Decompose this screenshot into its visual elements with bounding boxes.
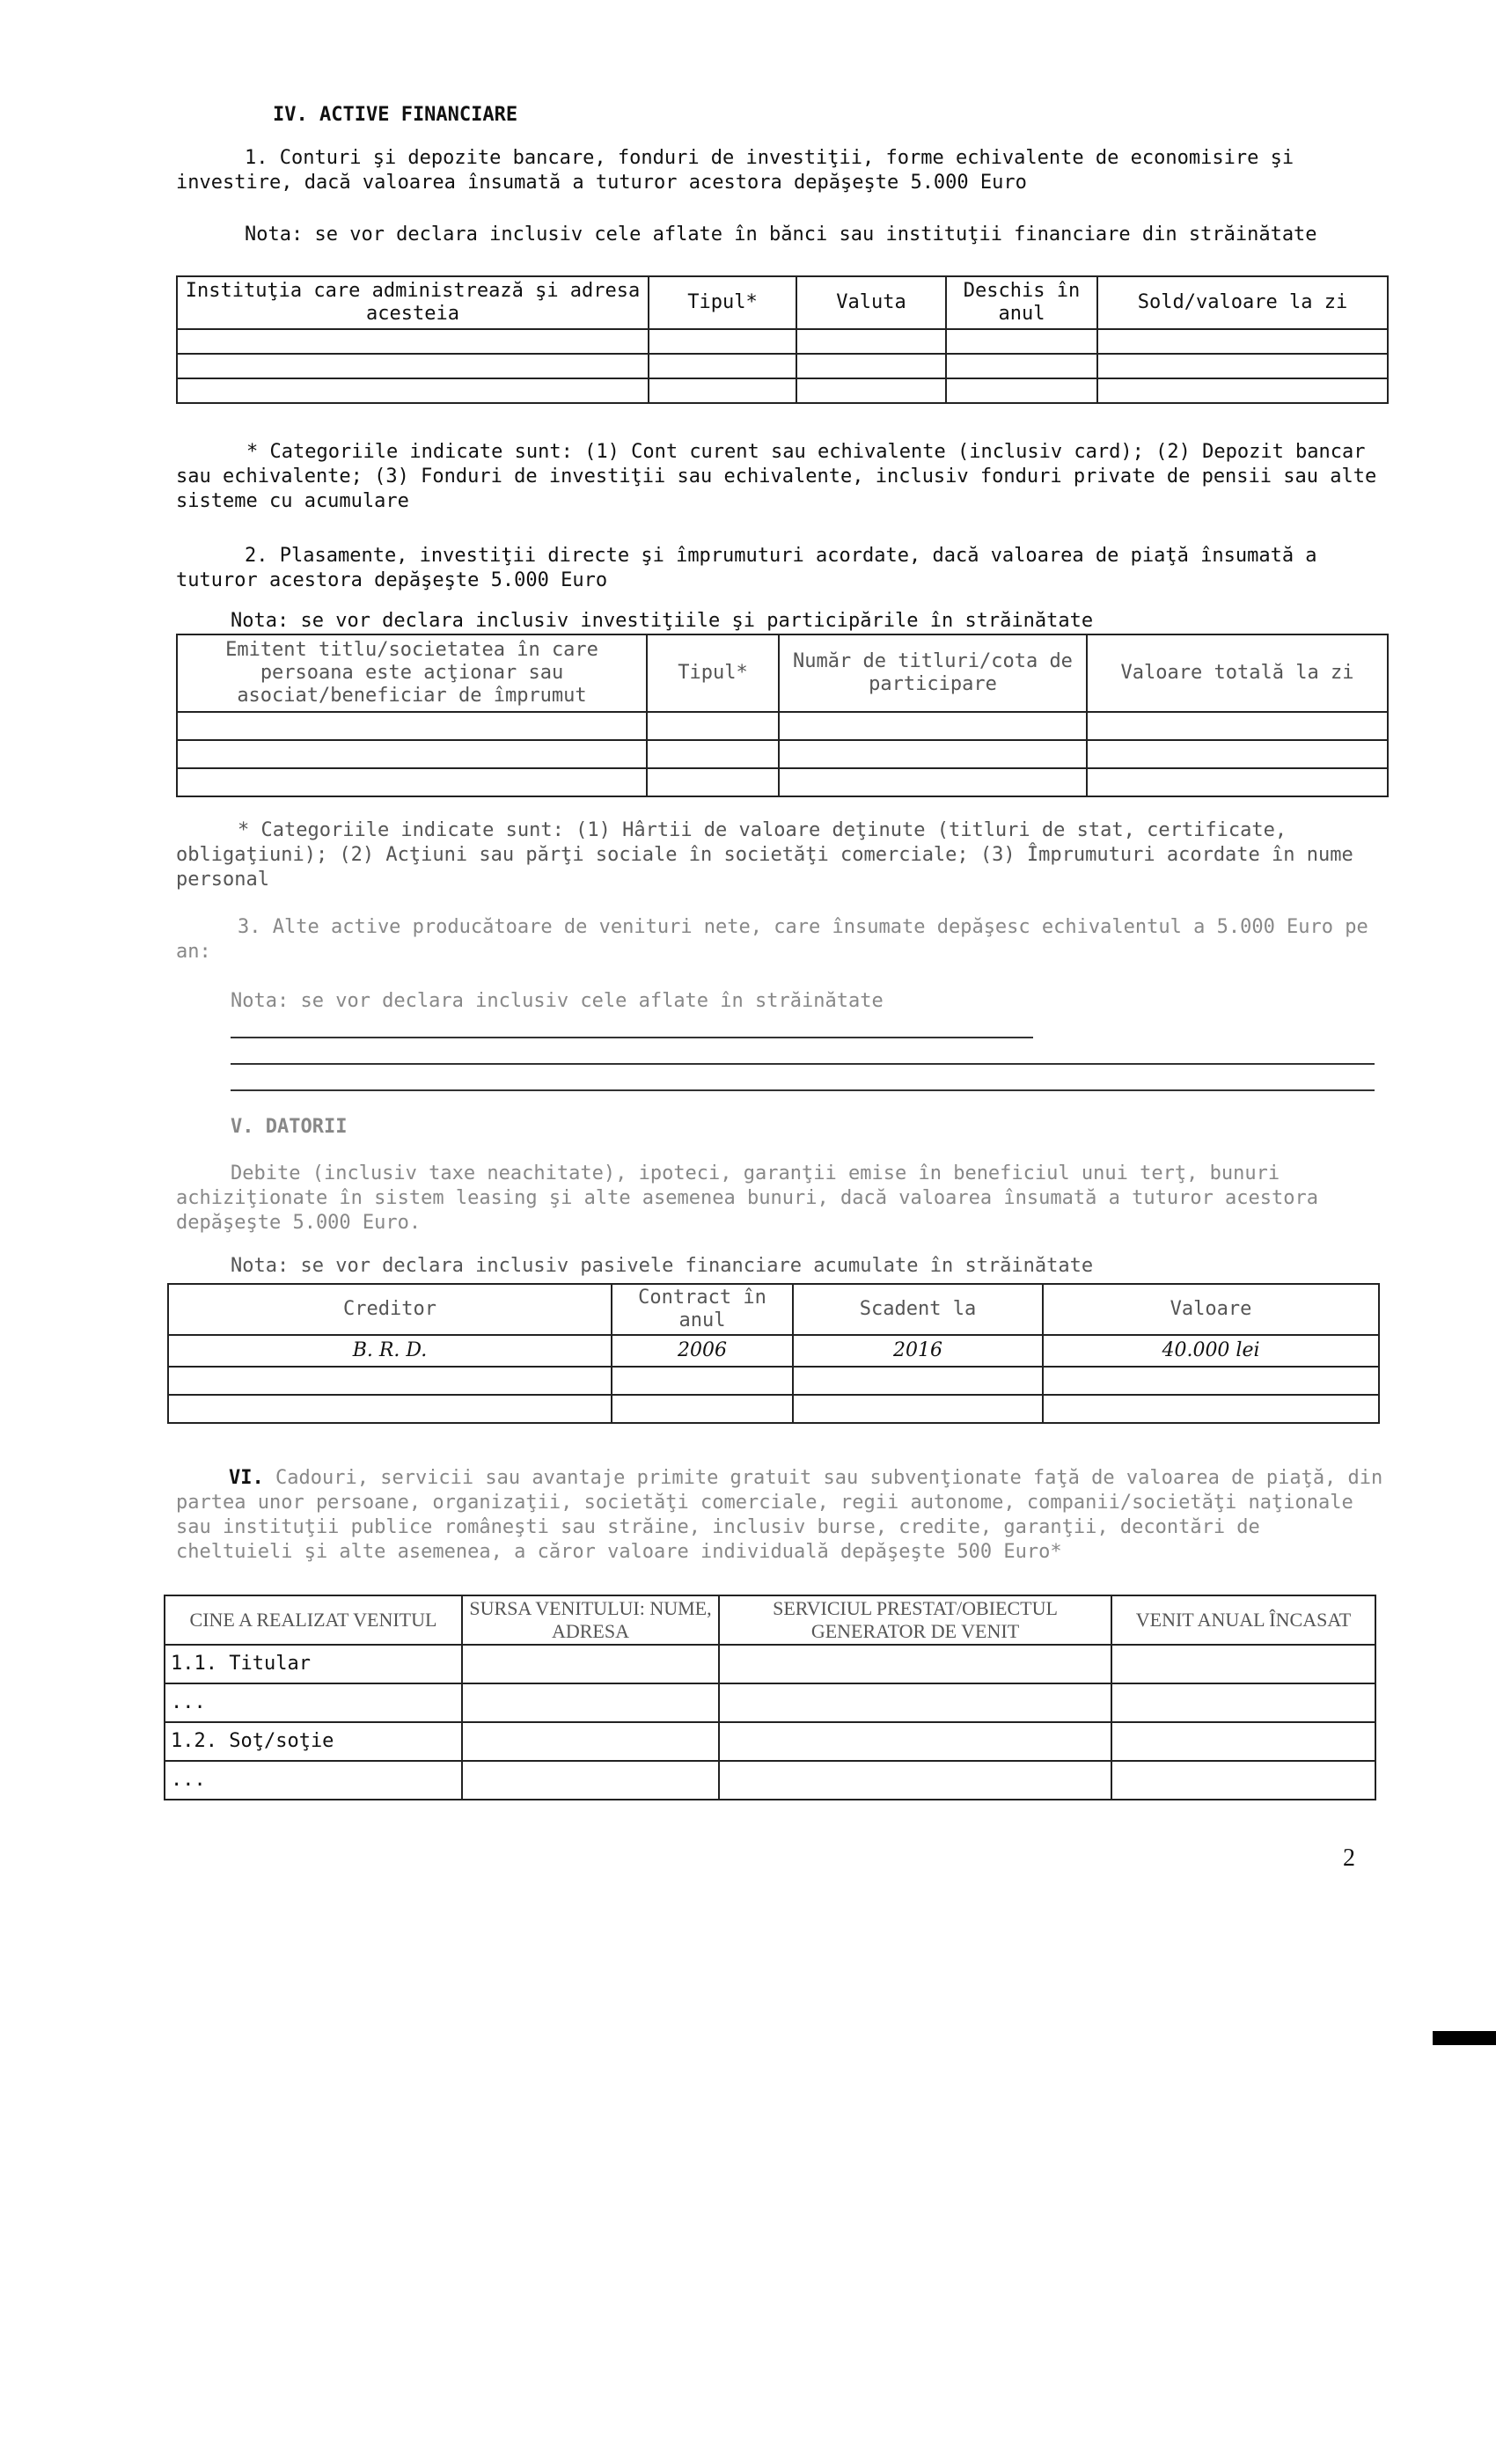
section-4-title: IV. ACTIVE FINANCIARE [273,104,518,126]
scan-mark [1433,2031,1496,2045]
col-header-issuer: Emitent titlu/societatea în care persoana este acţionar sau asociat/beneficiar de împrumut [177,634,647,712]
table-row [165,1683,1375,1722]
section-6-title: VI. [229,1467,264,1489]
col-header-type: Tipul* [649,276,796,329]
item-1-footnote: * Categoriile indicate sunt: (1) Cont curent sau echivalente (inclusiv card); (2) Depozit bancar sau echivalente; (3) Fonduri de investiţii sau echivalente, inclusiv fonduri private de pensii sau alte sisteme cu acumulare [176,441,1389,512]
debt-value: 40.000 lei [1043,1335,1379,1367]
col-header-shares: Număr de titluri/cota de participare [779,634,1087,712]
col-header-type: Tipul* [647,634,779,712]
section-5-note: Nota: se vor declara inclusiv pasivele financiare acumulate în străinătate [231,1255,1094,1277]
section-5-text: Debite (inclusiv taxe neachitate), ipoteci, garanţii emise în beneficiul unui terţ, bunuri achiziţionate în sistem leasing şi alte asemenea bunuri, dacă valoarea însumată a tuturor acestora depăşeşte 5.000 Euro. [176,1162,1331,1234]
col-header-creditor: Creditor [168,1284,612,1335]
row-label: ... [165,1683,462,1722]
table-row [177,712,1388,740]
table-row [177,329,1388,354]
bank-accounts-table [176,275,1389,404]
table-row [168,1395,1379,1423]
col-header-total-value: Valoare totală la zi [1087,634,1388,712]
debt-due-year: 2016 [793,1335,1043,1367]
table-row [177,354,1388,378]
col-header-source: SURSA VENITULUI: NUME, ADRESA [462,1595,719,1645]
page-number: 2 [1343,1844,1355,1872]
item-2-footnote: * Categoriile indicate sunt: (1) Hârtii de valoare deţinute (titluri de stat, certificate, obligaţiuni); (2) Acţiuni sau părţi sociale în societăţi comerciale; (3) Împrumuturi acordate în nume personal [176,819,1366,891]
blank-line [231,1063,1375,1065]
col-header-currency: Valuta [796,276,946,329]
table-row [177,378,1388,403]
item-3-note: Nota: se vor declara inclusiv cele aflate în străinătate [231,990,884,1012]
investments-table [176,634,1389,797]
col-header-balance: Sold/valoare la zi [1097,276,1388,329]
col-header-service: SERVICIUL PRESTAT/OBIECTUL GENERATOR DE VENIT [719,1595,1111,1645]
blank-line [231,1089,1375,1091]
row-label: 1.2. Soţ/soţie [165,1722,462,1761]
item-2-note: Nota: se vor declara inclusiv investiţiile şi participările în străinătate [231,610,1094,632]
section-6-text [176,1466,1395,1565]
table-row [177,740,1388,768]
gifts-table [164,1595,1376,1800]
table-row [165,1761,1375,1800]
col-header-who: CINE A REALIZAT VENITUL [165,1595,462,1645]
col-header-value: Valoare [1043,1284,1379,1335]
col-header-due: Scadent la [793,1284,1043,1335]
row-label: 1.1. Titular [165,1645,462,1683]
item-1-text: 1. Conturi şi depozite bancare, fonduri de investiţii, forme echivalente de economisire şi investire, dacă valoarea însumată a tuturor acestora depăşeşte 5.000 Euro [176,147,1306,194]
table-row [165,1645,1375,1683]
section-6-body: Cadouri, servicii sau avantaje primite gratuit sau subvenţionate faţă de valoarea de piaţă, din partea unor persoane, organizaţii, societăţi comerciale, regii autonome, companii/societăţi naţionale sau instituţii publice româneşti sau străine, inclusiv burse, credite, garanţii, decontări de cheltuieli şi alte asemenea, a căror valoare individuală depăşeşte 500 Euro* [176,1467,1395,1563]
col-header-income: VENIT ANUAL ÎNCASAT [1111,1595,1375,1645]
table-row [177,768,1388,796]
table-row [165,1722,1375,1761]
item-1-note: Nota: se vor declara inclusiv cele aflate în bănci sau instituţii financiare din străinătate [245,224,1317,246]
item-3-text: 3. Alte active producătoare de venituri nete, care însumate depăşesc echivalentul a 5.000 Euro pe an: [176,916,1381,963]
blank-line [231,1037,1033,1038]
section-5-title: V. DATORII [231,1116,348,1138]
debt-contract-year: 2006 [612,1335,793,1367]
col-header-institution: Instituţia care administrează şi adresa acesteia [177,276,649,329]
debts-table [167,1283,1380,1424]
table-row [168,1367,1379,1395]
item-2-text: 2. Plasamente, investiţii directe şi împrumuturi acordate, dacă valoarea de piaţă însumată a tuturor acestora depăşeşte 5.000 Euro [176,545,1329,591]
debt-creditor: B. R. D. [168,1335,612,1367]
table-row [168,1335,1379,1367]
row-label: ... [165,1761,462,1800]
col-header-opened-year: Deschis în anul [946,276,1097,329]
col-header-contract-year: Contract în anul [612,1284,793,1335]
